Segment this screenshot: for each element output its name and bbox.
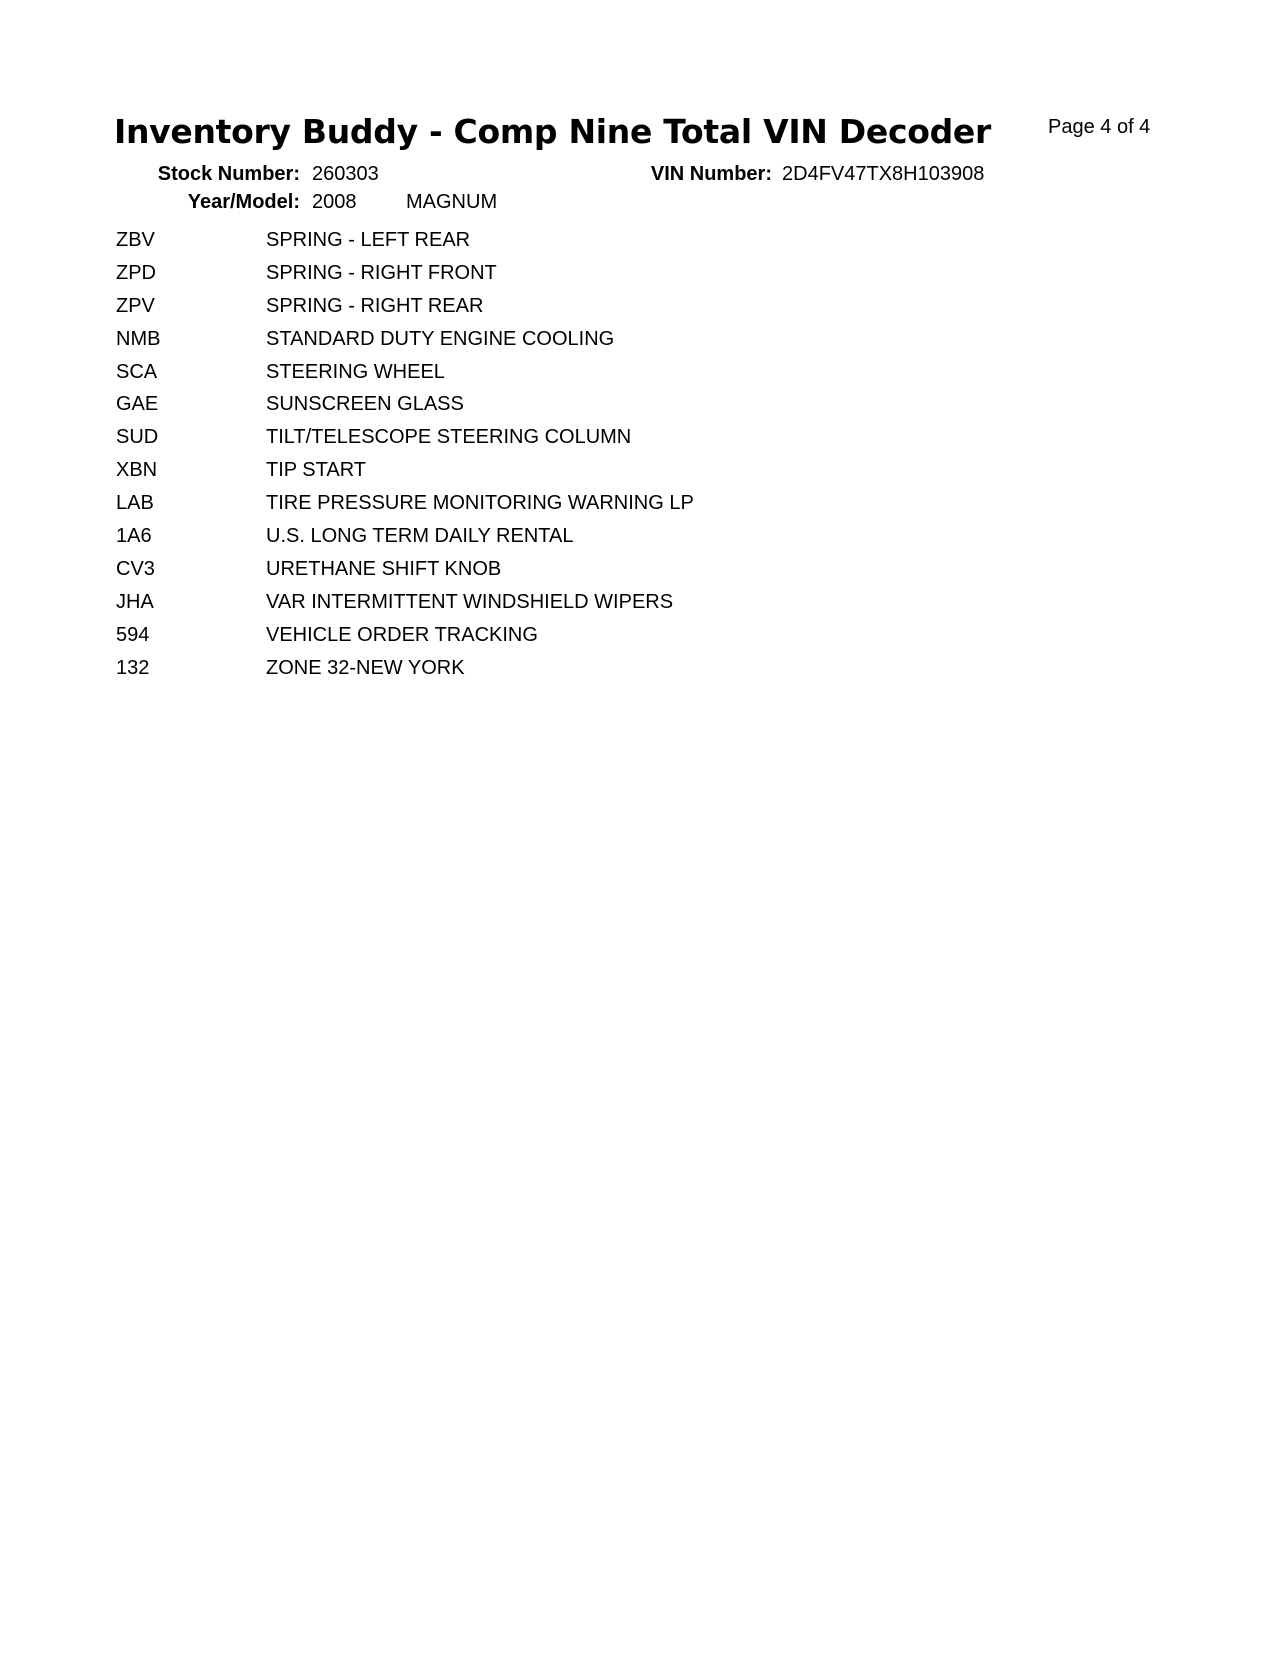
option-code: ZPD: [116, 261, 156, 284]
option-description: SPRING - RIGHT FRONT: [266, 261, 497, 284]
option-description: STANDARD DUTY ENGINE COOLING: [266, 327, 615, 350]
option-code: ZBV: [116, 229, 155, 251]
year-value: 2008: [312, 191, 357, 213]
option-description: TIRE PRESSURE MONITORING WARNING LP: [266, 492, 694, 515]
option-description: VAR INTERMITTENT WINDSHIELD WIPERS: [266, 590, 674, 613]
report-title: Inventory Buddy - Comp Nine Total VIN Decoder: [114, 112, 991, 151]
year-model-label: Year/Model:: [187, 191, 300, 213]
option-description: SPRING - LEFT REAR: [266, 229, 471, 251]
option-code: CV3: [116, 557, 155, 580]
option-code: 1A6: [116, 525, 152, 548]
option-description: TIP START: [266, 459, 367, 482]
page-indicator: Page 4 of 4: [1048, 116, 1151, 138]
option-code: ZPV: [116, 294, 155, 317]
option-description: U.S. LONG TERM DAILY RENTAL: [266, 525, 574, 548]
option-code: SUD: [116, 426, 159, 449]
vin-number-value: 2D4FV47TX8H103908: [782, 163, 985, 185]
option-code: SCA: [116, 360, 158, 383]
option-code: 594: [116, 623, 150, 646]
option-description: ZONE 32-NEW YORK: [266, 656, 465, 679]
model-value: MAGNUM: [406, 191, 498, 213]
option-description: SUNSCREEN GLASS: [266, 393, 464, 416]
option-description: TILT/TELESCOPE STEERING COLUMN: [266, 426, 632, 449]
option-code: 132: [116, 656, 150, 679]
stock-number-value: 260303: [312, 163, 379, 185]
option-description: STEERING WHEEL: [266, 360, 445, 383]
stock-number-label: Stock Number:: [157, 163, 300, 185]
option-code: GAE: [116, 393, 159, 416]
option-description: URETHANE SHIFT KNOB: [266, 557, 502, 580]
option-code: LAB: [116, 492, 154, 515]
vin-number-label: VIN Number:: [650, 163, 772, 185]
option-code: XBN: [116, 459, 158, 482]
option-code: NMB: [116, 327, 161, 350]
option-description: VEHICLE ORDER TRACKING: [266, 623, 538, 646]
option-code: JHA: [116, 590, 154, 613]
option-description: SPRING - RIGHT REAR: [266, 294, 484, 317]
